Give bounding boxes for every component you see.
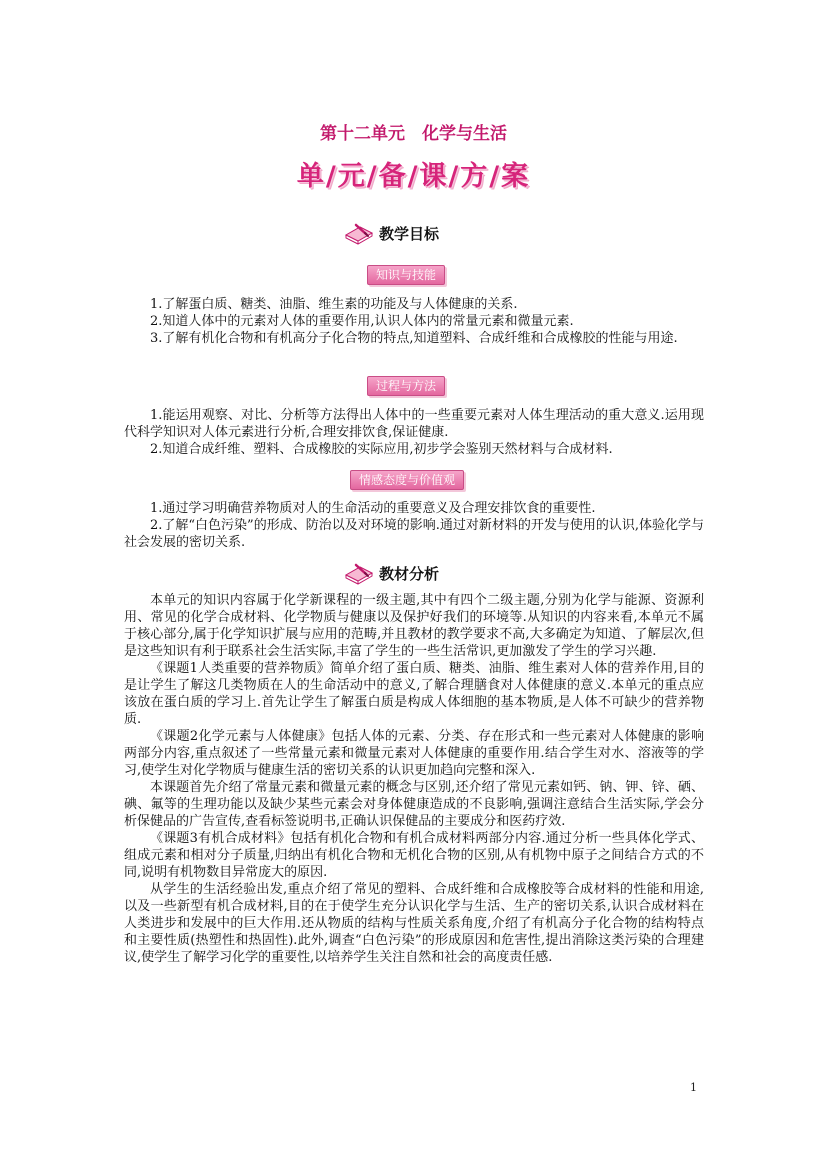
paragraph: 《课题1人类重要的营养物质》简单介绍了蛋白质、糖类、油脂、维生素对人体的营养作用,目的是让学生了解这几类物质在人的生命活动中的意义,了解合理膳食对人体健康的意义.本单元的重点应该放在蛋白质的学习上.首先让学生了解蛋白质是构成人体细胞的基本物质,是人体不可缺少的营养物质. — [124, 661, 704, 727]
section-heading-label: 教材分析 — [379, 564, 440, 583]
paragraph: 本单元的知识内容属于化学新课程的一级主题,其中有四个二级主题,分别为化学与能源、资源利用、常见的化学合成材料、化学物质与健康以及保护好我们的环境等.从知识的内容来看,本单元不属于核心部分,属于化学知识扩展与应用的范畴,并且教材的教学要求不高,大多确定为知道、了解层次,但是这些知识有利于联系社会生活实际,丰富了学生的一些生活常识,更加激发了学生的学习兴趣. — [124, 593, 704, 659]
list-item: 2.了解“白色污染”的形成、防治以及对环境的影响.通过对新材料的开发与使用的认识,体验化学与社会发展的密切关系. — [124, 518, 704, 550]
list-item: 2.知道合成纤维、塑料、合成橡胶的实际应用,初步学会鉴别天然材料与合成材料. — [150, 442, 613, 457]
list-item: 1.通过学习明确营养物质对人的生命活动的重要意义及合理安排饮食的重要性. — [150, 501, 596, 516]
tag-attitude-values: 情感态度与价值观 — [350, 470, 464, 490]
unit-title: 第十二单元 化学与生活 — [320, 124, 507, 144]
knowledge-list — [124, 296, 704, 347]
process-list — [124, 407, 704, 458]
attitude-list — [124, 500, 704, 551]
list-item: 1.能运用观察、对比、分析等方法得出人体中的一些重要元素对人体生理活动的重大意义.运用现代科学知识对人体元素进行分析,合理安排饮食,保证健康. — [124, 408, 704, 440]
paragraph: 《课题2化学元素与人体健康》包括人体的元素、分类、存在形式和一些元素对人体健康的影响两部分内容,重点叙述了一些常量元素和微量元素对人体健康的重要作用.结合学生对水、溶液等的学习,使学生对化学物质与健康生活的密切关系的认识更加趋向完整和深入. — [124, 729, 704, 778]
analysis-body — [124, 592, 704, 966]
paragraph: 从学生的生活经验出发,重点介绍了常见的塑料、合成纤维和合成橡胶等合成材料的性能和用途,以及一些新型有机合成材料,目的在于使学生充分认识化学与生活、生产的密切关系,认识合成材料在人类进步和发展中的巨大作用.还从物质的结构与性质关系角度,介绍了有机高分子化合物的结构特点和主要性质(热塑性和热固性).此外,调查“白色污染”的形成原因和危害性,提出消除这类污染的合理建议,使学生了解学习化学的重要性,以培养学生关注自然和社会的高度责任感. — [124, 882, 704, 965]
paragraph: 本课题首先介绍了常量元素和微量元素的概念与区别,还介绍了常见元素如钙、钠、钾、锌、硒、碘、氟等的生理功能以及缺少某些元素会对身体健康造成的不良影响,强调注意结合生活实际,学会分析保健品的广告宣传,查看标签说明书,正确认识保健品的主要成分和医药疗效. — [124, 780, 704, 829]
list-item: 1.了解蛋白质、糖类、油脂、维生素的功能及与人体健康的关系. — [150, 297, 518, 312]
book-pen-icon — [344, 221, 374, 245]
section-heading-label: 教学目标 — [379, 224, 440, 243]
list-item: 3.了解有机化合物和有机高分子化合物的特点,知道塑料、合成纤维和合成橡胶的性能与用途. — [150, 331, 678, 346]
page-number: 1 — [690, 1081, 697, 1094]
list-item: 2.知道人体中的元素对人体的重要作用,认识人体内的常量元素和微量元素. — [150, 314, 574, 329]
section-heading-analysis — [344, 560, 439, 586]
tag-knowledge-skills: 知识与技能 — [367, 265, 445, 285]
paragraph: 《课题3有机合成材料》包括有机化合物和有机合成材料两部分内容.通过分析一些具体化学式、组成元素和相对分子质量,归纳出有机化合物和无机化合物的区别,从有机物中原子之间结合方式的不同,说明有机物数目异常庞大的原因. — [124, 831, 704, 880]
tag-process-methods: 过程与方法 — [367, 376, 445, 396]
lesson-plan-banner: 单/元/备/课/方/案 — [296, 161, 531, 192]
section-heading-objectives — [344, 220, 439, 246]
book-pen-icon — [344, 561, 374, 585]
